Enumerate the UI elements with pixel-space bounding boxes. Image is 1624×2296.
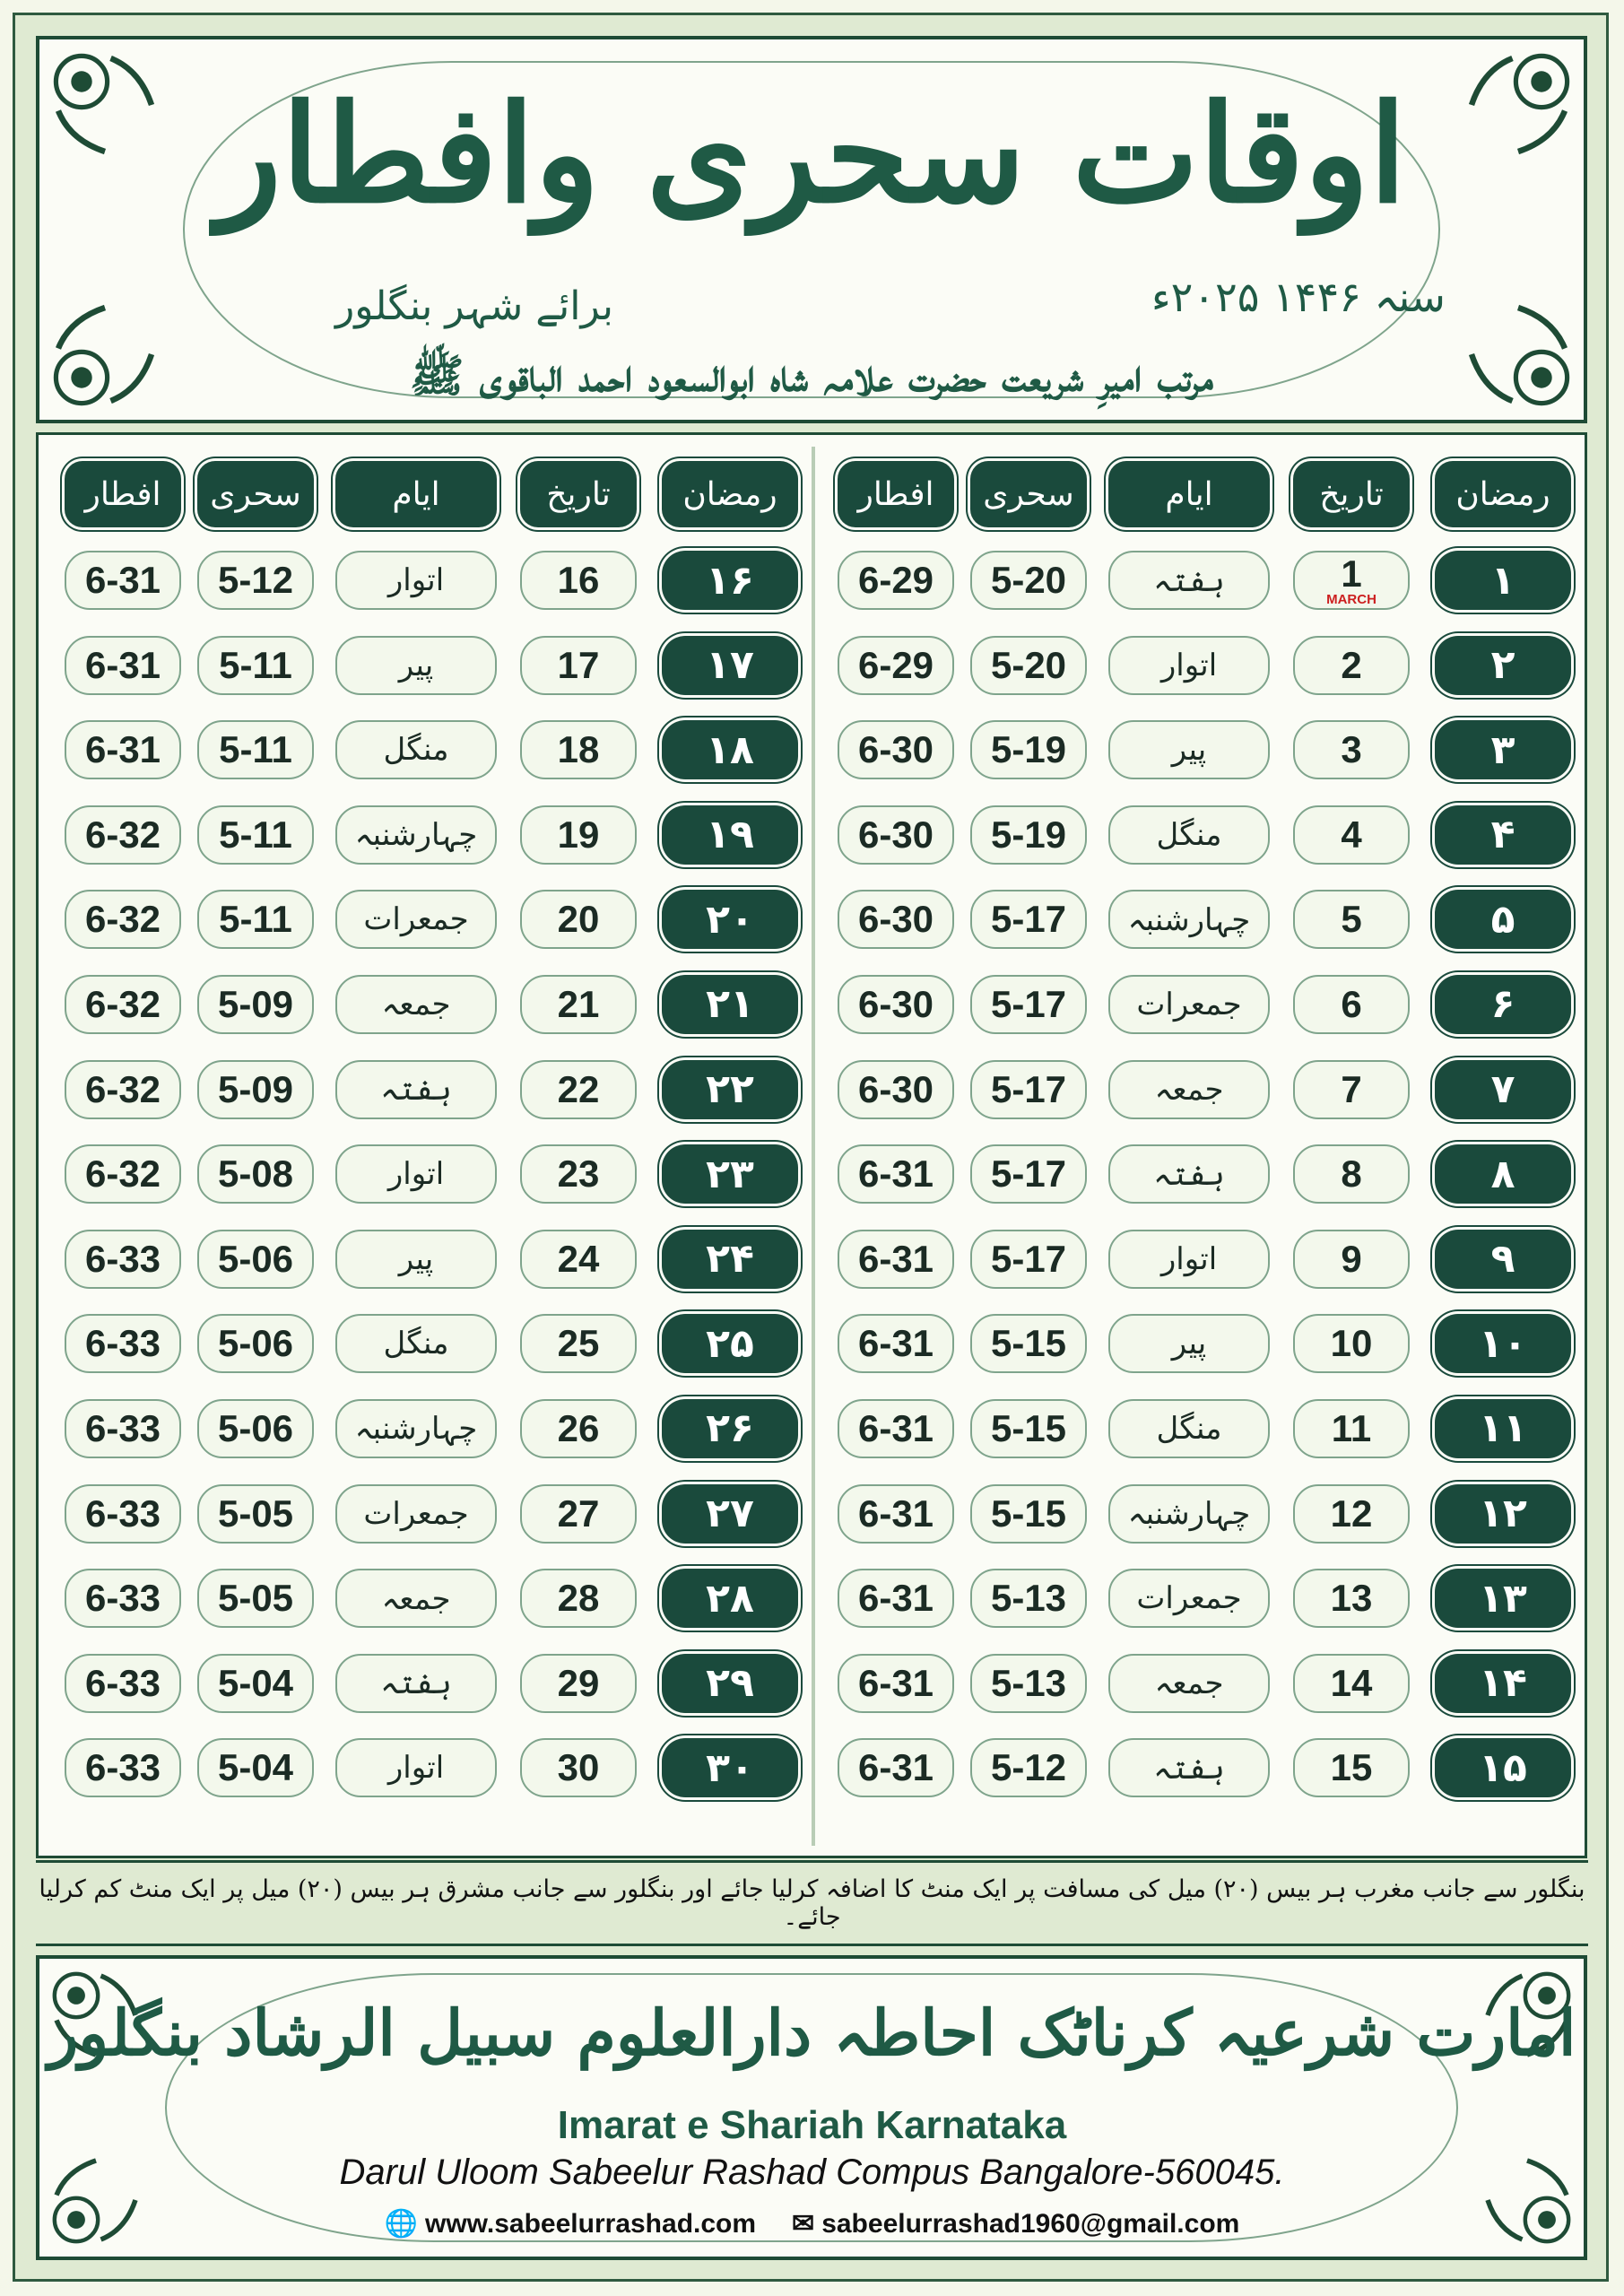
iftar-time: 6-33 <box>65 1738 181 1797</box>
ramadan-day: ١۶ <box>662 551 798 610</box>
table-row <box>838 1388 1582 1474</box>
timetable-right <box>838 456 1582 1813</box>
iftar-time: 6-33 <box>65 1314 181 1373</box>
city-label: برائے شہر بنگلور <box>335 283 614 329</box>
sehri-time: 5-09 <box>197 975 314 1034</box>
table-row <box>65 1134 809 1219</box>
sehri-time: 5-09 <box>197 1060 314 1119</box>
table-row <box>65 540 809 625</box>
weekday: جمعہ <box>335 1569 497 1628</box>
date-cell: 27 <box>520 1484 637 1544</box>
website-text: www.sabeelurrashad.com <box>425 2209 757 2239</box>
weekday: ہفتہ <box>1108 1738 1270 1797</box>
iftar-time: 6-31 <box>838 1654 954 1713</box>
table-row <box>838 540 1582 625</box>
iftar-time: 6-31 <box>838 1484 954 1544</box>
iftar-time: 6-31 <box>65 551 181 610</box>
header-day: ایام <box>1108 461 1270 527</box>
table-row <box>65 1303 809 1388</box>
ramadan-day: ٢٢ <box>662 1060 798 1119</box>
header-ramadan: رمضان <box>662 461 798 527</box>
weekday: پیر <box>335 1230 497 1289</box>
date-cell: 3 <box>1293 720 1410 779</box>
date-cell: 22 <box>520 1060 637 1119</box>
table-row <box>65 1219 809 1304</box>
date-cell: 19 <box>520 805 637 865</box>
iftar-time: 6-30 <box>838 1060 954 1119</box>
header-ramadan: رمضان <box>1435 461 1571 527</box>
table-row <box>838 795 1582 880</box>
weekday: اتوار <box>335 1738 497 1797</box>
sehri-time: 5-17 <box>970 1144 1087 1204</box>
page-title: اوقات سحری وافطار <box>216 75 1407 233</box>
iftar-time: 6-31 <box>838 1230 954 1289</box>
date-cell: 8 <box>1293 1144 1410 1204</box>
weekday: منگل <box>335 720 497 779</box>
date-cell: 7 <box>1293 1060 1410 1119</box>
table-row <box>65 625 809 710</box>
ramadan-day: ٢١ <box>662 975 798 1034</box>
table-row <box>838 964 1582 1049</box>
table-row <box>838 709 1582 795</box>
sehri-time: 5-11 <box>197 720 314 779</box>
weekday: جمعرات <box>1108 975 1270 1034</box>
contact-info <box>0 2208 1624 2239</box>
date-cell: 24 <box>520 1230 637 1289</box>
ramadan-day: ٢۵ <box>662 1314 798 1373</box>
weekday: چہارشنبہ <box>1108 890 1270 949</box>
iftar-time: 6-33 <box>65 1399 181 1458</box>
weekday: جمعہ <box>1108 1060 1270 1119</box>
ramadan-day: ۵ <box>1435 890 1571 949</box>
weekday: ہفتہ <box>335 1654 497 1713</box>
weekday: جمعرات <box>1108 1569 1270 1628</box>
iftar-time: 6-31 <box>838 1314 954 1373</box>
weekday: جمعرات <box>335 890 497 949</box>
date-cell: 10 <box>1293 1314 1410 1373</box>
iftar-time: 6-29 <box>838 636 954 695</box>
weekday: پیر <box>1108 1314 1270 1373</box>
date-cell: 16 <box>520 551 637 610</box>
table-row <box>838 1558 1582 1643</box>
header-iftar: افطار <box>65 461 181 527</box>
weekday: پیر <box>1108 720 1270 779</box>
ramadan-day: ٣٠ <box>662 1738 798 1797</box>
sehri-time: 5-17 <box>970 975 1087 1034</box>
organization-name-english: Imarat e Shariah Karnataka <box>557 2103 1067 2147</box>
ramadan-day: ١٠ <box>1435 1314 1571 1373</box>
website-link[interactable] <box>385 2208 756 2239</box>
ramadan-day: ٢ <box>1435 636 1571 695</box>
sehri-time: 5-11 <box>197 890 314 949</box>
envelope-icon: ✉ <box>792 2209 815 2239</box>
date-cell: 12 <box>1293 1484 1410 1544</box>
ramadan-day: ٨ <box>1435 1144 1571 1204</box>
table-row <box>65 1643 809 1728</box>
date-cell: 29 <box>520 1654 637 1713</box>
weekday: منگل <box>1108 805 1270 865</box>
ramadan-day: ١ <box>1435 551 1571 610</box>
sehri-time: 5-06 <box>197 1314 314 1373</box>
distance-note: بنگلور سے جانب مغرب ہر بیس (۲۰) میل کی مسافت پر ایک منٹ کا اضافہ کرلیا جائے اور بنگلور سے جانب مشرق ہر بیس (۲۰) میل پر ایک منٹ کم کرلیا جائے۔ <box>36 1860 1588 1946</box>
header-iftar: افطار <box>838 461 954 527</box>
sehri-time: 5-19 <box>970 805 1087 865</box>
table-row <box>65 709 809 795</box>
iftar-time: 6-31 <box>65 720 181 779</box>
ramadan-day: ٢٨ <box>662 1569 798 1628</box>
email-text: sabeelurrashad1960@gmail.com <box>821 2209 1240 2239</box>
iftar-time: 6-29 <box>838 551 954 610</box>
weekday: چہارشنبہ <box>1108 1484 1270 1544</box>
ramadan-day: ٩ <box>1435 1230 1571 1289</box>
table-row <box>65 795 809 880</box>
organization-name-urdu: امارت شرعیہ کرناٹک احاطہ دارالعلوم سبیل الرشاد بنگلور <box>48 1996 1576 2070</box>
ramadan-day: ۴ <box>1435 805 1571 865</box>
sehri-time: 5-11 <box>197 636 314 695</box>
column-divider <box>812 447 815 1846</box>
ramadan-day: ١٢ <box>1435 1484 1571 1544</box>
iftar-time: 6-30 <box>838 720 954 779</box>
table-row <box>65 879 809 964</box>
timetable-left <box>65 456 809 1813</box>
ramadan-day: ١۵ <box>1435 1738 1571 1797</box>
table-row <box>65 1727 809 1813</box>
sehri-time: 5-15 <box>970 1484 1087 1544</box>
date-cell <box>1293 551 1410 610</box>
date-cell: 17 <box>520 636 637 695</box>
table-row <box>65 1558 809 1643</box>
header-sehri: سحری <box>197 461 314 527</box>
sehri-time: 5-13 <box>970 1654 1087 1713</box>
year-label: سنہ ۱۴۴۶ ۲۰۲۵ء <box>1151 273 1446 321</box>
date-cell: 14 <box>1293 1654 1410 1713</box>
weekday: چہارشنبہ <box>335 805 497 865</box>
iftar-time: 6-31 <box>838 1144 954 1204</box>
sehri-time: 5-17 <box>970 890 1087 949</box>
date-cell: 15 <box>1293 1738 1410 1797</box>
header-panel <box>36 36 1587 423</box>
weekday: جمعہ <box>335 975 497 1034</box>
sehri-time: 5-13 <box>970 1569 1087 1628</box>
sehri-time: 5-08 <box>197 1144 314 1204</box>
header-date: تاریخ <box>1293 461 1410 527</box>
weekday: اتوار <box>335 1144 497 1204</box>
ramadan-day: ۶ <box>1435 975 1571 1034</box>
date-cell: 23 <box>520 1144 637 1204</box>
ramadan-day: ٢۶ <box>662 1399 798 1458</box>
iftar-time: 6-32 <box>65 1144 181 1204</box>
table-row <box>838 625 1582 710</box>
table-header <box>65 456 809 540</box>
sehri-time: 5-04 <box>197 1654 314 1713</box>
sehri-time: 5-12 <box>970 1738 1087 1797</box>
table-row <box>838 1134 1582 1219</box>
iftar-time: 6-33 <box>65 1654 181 1713</box>
date-cell: 18 <box>520 720 637 779</box>
ramadan-day: ١٩ <box>662 805 798 865</box>
date-cell: 26 <box>520 1399 637 1458</box>
table-row <box>65 1474 809 1559</box>
ramadan-day: ٢٠ <box>662 890 798 949</box>
globe-icon: 🌐 <box>384 2209 419 2239</box>
ramadan-day: ٢۷ <box>662 1484 798 1544</box>
table-row <box>838 1049 1582 1135</box>
weekday: جمعہ <box>1108 1654 1270 1713</box>
sehri-time: 5-20 <box>970 636 1087 695</box>
email-link[interactable] <box>792 2208 1239 2239</box>
sehri-time: 5-06 <box>197 1230 314 1289</box>
weekday: ہفتہ <box>335 1060 497 1119</box>
weekday: جمعرات <box>335 1484 497 1544</box>
ramadan-day: ٢۴ <box>662 1230 798 1289</box>
iftar-time: 6-30 <box>838 890 954 949</box>
header-date: تاریخ <box>520 461 637 527</box>
weekday: منگل <box>335 1314 497 1373</box>
date-cell: 28 <box>520 1569 637 1628</box>
weekday: منگل <box>1108 1399 1270 1458</box>
weekday: ہفتہ <box>1108 1144 1270 1204</box>
table-row <box>65 1049 809 1135</box>
iftar-time: 6-32 <box>65 1060 181 1119</box>
iftar-time: 6-31 <box>65 636 181 695</box>
compiler-credit: مرتب امیرِ شریعت حضرت علامہ شاہ ابوالسعود احمد الباقوی ﷺ <box>409 349 1214 402</box>
date-cell: 9 <box>1293 1230 1410 1289</box>
table-row <box>838 1643 1582 1728</box>
weekday: اتوار <box>1108 636 1270 695</box>
date-cell: 13 <box>1293 1569 1410 1628</box>
table-row <box>65 1388 809 1474</box>
weekday: اتوار <box>335 551 497 610</box>
sehri-time: 5-12 <box>197 551 314 610</box>
date-cell: 6 <box>1293 975 1410 1034</box>
header-sehri: سحری <box>970 461 1087 527</box>
date-cell: 4 <box>1293 805 1410 865</box>
iftar-time: 6-32 <box>65 890 181 949</box>
table-row <box>838 1303 1582 1388</box>
weekday: پیر <box>335 636 497 695</box>
sehri-time: 5-15 <box>970 1399 1087 1458</box>
iftar-time: 6-30 <box>838 805 954 865</box>
date-cell: 21 <box>520 975 637 1034</box>
date-cell: 30 <box>520 1738 637 1797</box>
sehri-time: 5-20 <box>970 551 1087 610</box>
sehri-time: 5-06 <box>197 1399 314 1458</box>
address: Darul Uloom Sabeelur Rashad Compus Bangalore-560045. <box>339 2152 1285 2192</box>
date-cell: 25 <box>520 1314 637 1373</box>
table-row <box>838 879 1582 964</box>
date-cell: 5 <box>1293 890 1410 949</box>
sehri-time: 5-19 <box>970 720 1087 779</box>
table-row <box>838 1219 1582 1304</box>
month-label: MARCH <box>1326 591 1376 607</box>
ramadan-day: ١٣ <box>1435 1569 1571 1628</box>
ramadan-day: ٣ <box>1435 720 1571 779</box>
iftar-time: 6-31 <box>838 1569 954 1628</box>
sehri-time: 5-15 <box>970 1314 1087 1373</box>
table-row <box>838 1727 1582 1813</box>
iftar-time: 6-31 <box>838 1738 954 1797</box>
date-cell: 11 <box>1293 1399 1410 1458</box>
sehri-time: 5-04 <box>197 1738 314 1797</box>
date-number: 1 <box>1341 552 1362 595</box>
ramadan-day: ١۷ <box>662 636 798 695</box>
weekday: اتوار <box>1108 1230 1270 1289</box>
sehri-time: 5-05 <box>197 1484 314 1544</box>
ramadan-day: ١٨ <box>662 720 798 779</box>
iftar-time: 6-32 <box>65 805 181 865</box>
iftar-time: 6-31 <box>838 1399 954 1458</box>
weekday: چہارشنبہ <box>335 1399 497 1458</box>
sehri-time: 5-11 <box>197 805 314 865</box>
iftar-time: 6-33 <box>65 1230 181 1289</box>
header-day: ایام <box>335 461 497 527</box>
table-header <box>838 456 1582 540</box>
iftar-time: 6-30 <box>838 975 954 1034</box>
date-cell: 2 <box>1293 636 1410 695</box>
sehri-time: 5-17 <box>970 1230 1087 1289</box>
ramadan-day: ١۴ <box>1435 1654 1571 1713</box>
iftar-time: 6-33 <box>65 1484 181 1544</box>
iftar-time: 6-32 <box>65 975 181 1034</box>
iftar-time: 6-33 <box>65 1569 181 1628</box>
table-row <box>838 1474 1582 1559</box>
date-cell: 20 <box>520 890 637 949</box>
sehri-time: 5-05 <box>197 1569 314 1628</box>
ramadan-day: ٢٩ <box>662 1654 798 1713</box>
ramadan-day: ۷ <box>1435 1060 1571 1119</box>
weekday: ہفتہ <box>1108 551 1270 610</box>
ramadan-day: ٢٣ <box>662 1144 798 1204</box>
table-row <box>65 964 809 1049</box>
sehri-time: 5-17 <box>970 1060 1087 1119</box>
ramadan-day: ١١ <box>1435 1399 1571 1458</box>
